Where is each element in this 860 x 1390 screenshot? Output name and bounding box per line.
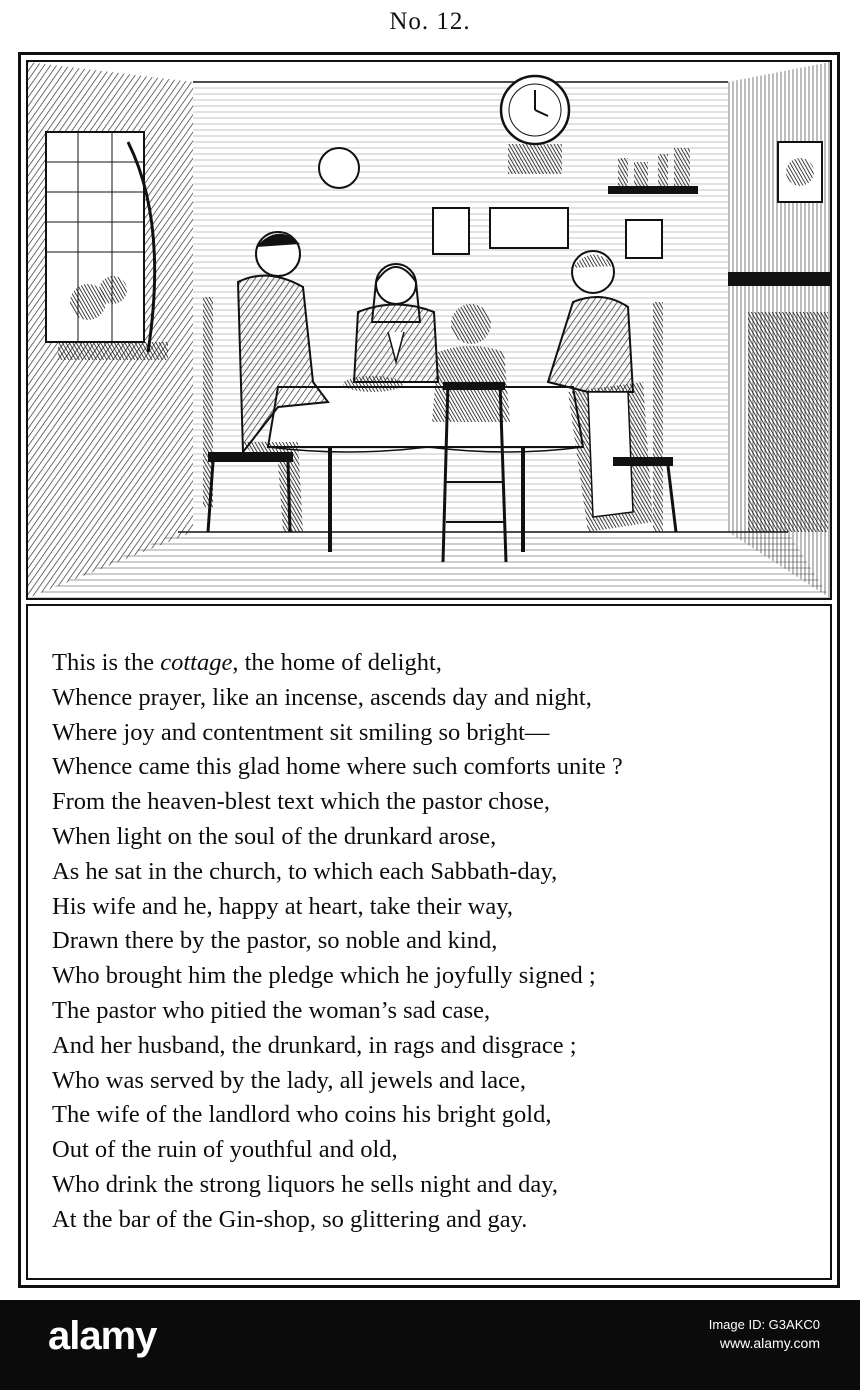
engraving-illustration <box>26 60 832 600</box>
poem-emphasis-cottage: cottage <box>160 649 233 676</box>
poem-line: Where joy and contentment sit smiling so bright— <box>52 718 550 746</box>
poem-line: Whence came this glad home where such comforts unite ? <box>52 753 623 781</box>
poem-line: Whence prayer, like an incense, ascends day and night, <box>52 683 592 711</box>
poem-line: Out of the ruin of youthful and old, <box>52 1136 398 1164</box>
watermark-info <box>709 1316 820 1352</box>
poem-line: As he sat in the church, to which each Sabbath-day, <box>52 857 558 885</box>
cottage-scene-engraving <box>28 62 830 598</box>
poem-line: The wife of the landlord who coins his bright gold, <box>52 1101 552 1129</box>
poem-line: At the bar of the Gin-shop, so glittering and gay. <box>52 1205 528 1233</box>
watermark-url: www.alamy.com <box>719 1335 820 1351</box>
poem-line: This is the cottage, the home of delight, <box>52 649 442 676</box>
poem-line: The pastor who pitied the woman’s sad case, <box>52 996 491 1024</box>
poem-line: Who drink the strong liquors he sells night and day, <box>52 1170 559 1198</box>
image-id-label: Image ID: G3AKC0 <box>708 1317 820 1332</box>
poem-line: When light on the soul of the drunkard arose, <box>52 822 497 850</box>
poem-line: Who was served by the lady, all jewels and lace, <box>52 1066 526 1094</box>
poem-line: Who brought him the pledge which he joyfully signed ; <box>52 962 596 990</box>
poem-panel <box>26 604 832 1280</box>
poem-text <box>52 646 822 1238</box>
poem-line: Drawn there by the pastor, so noble and kind, <box>52 927 498 955</box>
page-number: No. 12. <box>389 8 471 35</box>
watermark-band <box>0 1300 860 1390</box>
poem-line: From the heaven-blest text which the pastor chose, <box>52 788 551 816</box>
alamy-logo: alamy <box>48 1314 157 1358</box>
poem-line: His wife and he, happy at heart, take their way, <box>52 892 514 920</box>
poem-line: And her husband, the drunkard, in rags and disgrace ; <box>52 1031 577 1059</box>
